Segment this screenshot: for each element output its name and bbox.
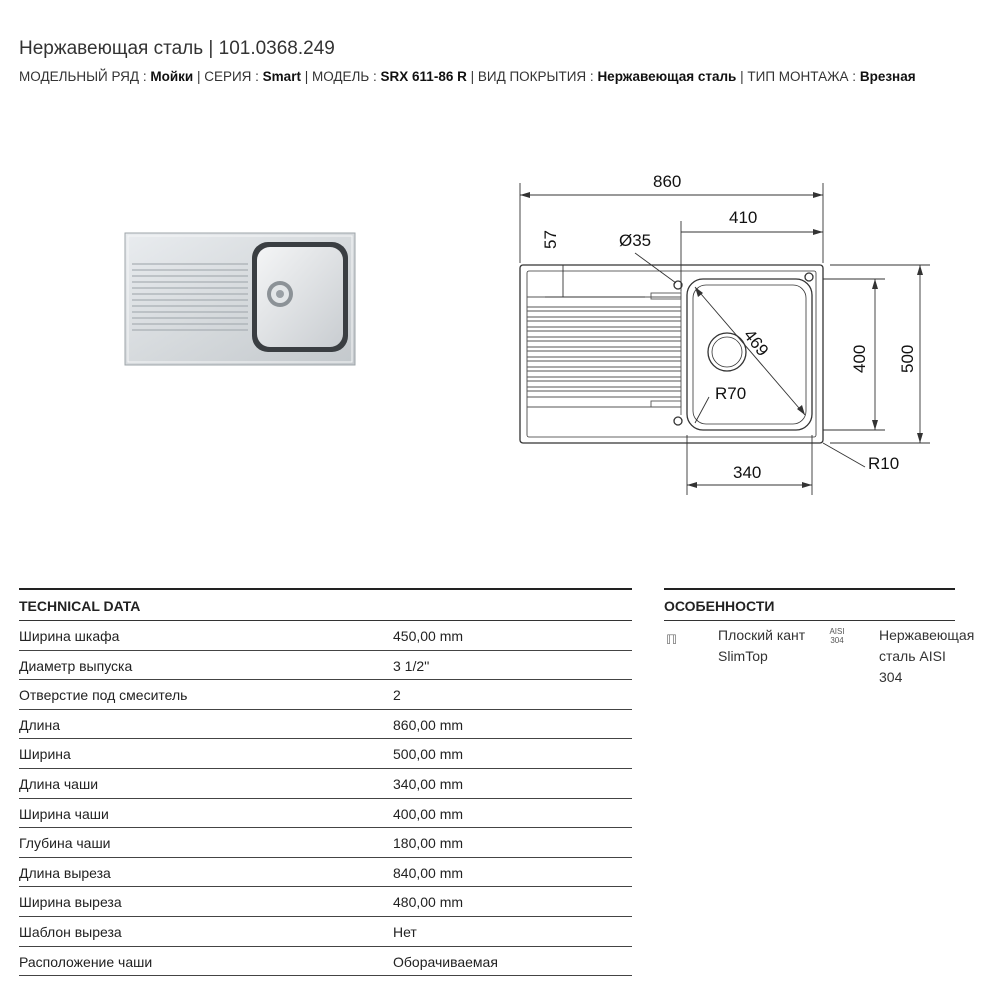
row-key: Длина чаши [19,775,99,792]
row-value: 180,00 mm [393,835,464,852]
meta-separator: | [300,69,312,84]
row-key: Отверстие под смеситель [19,687,188,704]
row-value: 840,00 mm [393,864,464,881]
table-row [19,769,632,799]
meta-value-series-range: Мойки [150,69,194,84]
row-key: Диаметр выпуска [19,657,133,674]
product-meta [19,66,979,87]
row-value: 340,00 mm [393,775,464,792]
row-key: Длина выреза [19,864,111,881]
features-list [664,621,975,711]
meta-label-model: МОДЕЛЬ : [311,69,381,84]
features-panel [664,588,975,711]
table-row [19,828,632,858]
row-key: Ширина чаши [19,805,109,822]
meta-separator: | [736,69,748,84]
features-heading: ОСОБЕННОСТИ [664,588,955,621]
feature-text: Нержавеющая сталь AISI 304 [879,627,975,685]
row-key: Ширина шкафа [19,628,120,644]
technical-drawing [505,165,955,505]
meta-separator: | [466,69,478,84]
dim-inner-radius: R70 [715,384,747,403]
table-row [19,947,632,977]
dim-bowl-offset: 410 [729,208,758,227]
table-row [19,710,632,740]
row-key: Ширина [19,746,71,763]
row-value: 860,00 mm [393,716,464,733]
dim-bowl-length: 340 [733,463,762,482]
row-value: 450,00 mm [393,628,464,644]
dim-tap-hole: Ø35 [619,231,652,250]
table-row [19,858,632,888]
page-title: Нержавеющая сталь | 101.0368.249 [19,38,335,59]
table-row [19,621,632,651]
aisi-304-icon: AISI 304 [829,627,845,645]
row-value: Оборачиваемая [393,953,498,970]
product-photo [124,232,356,366]
row-value: Нет [393,923,417,940]
dim-total-width: 500 [898,344,917,373]
row-value: 400,00 mm [393,805,464,822]
row-value: 2 [393,687,401,704]
dim-diagonal: 469 [739,325,773,360]
flat-edge-icon: ℿ [666,632,678,647]
row-key: Расположение чаши [19,953,153,970]
meta-label-finish: ВИД ПОКРЫТИЯ : [477,69,598,84]
table-row [19,651,632,681]
row-value: 500,00 mm [393,746,464,763]
meta-value-mounting: Врезная [859,69,916,84]
row-value: 480,00 mm [393,894,464,911]
dim-tap-offset: 57 [541,230,560,249]
row-value: 3 1/2'' [393,657,430,674]
table-row [19,887,632,917]
technical-data-table [19,588,632,976]
row-key: Шаблон выреза [19,923,122,940]
meta-separator: | [193,69,205,84]
table-row [19,680,632,710]
row-key: Длина [19,716,60,733]
dim-total-length: 860 [653,172,682,191]
row-key: Глубина чаши [19,835,111,852]
row-key: Ширина выреза [19,894,122,911]
meta-value-series: Smart [262,69,301,84]
table-row [19,799,632,829]
technical-data-heading: TECHNICAL DATA [19,588,632,621]
meta-label-series-range: МОДЕЛЬНЫЙ РЯД : [19,69,151,84]
meta-label-series: СЕРИЯ : [204,69,263,84]
meta-value-finish: Нержавеющая сталь [597,69,737,84]
meta-label-mounting: ТИП МОНТАЖА : [747,69,860,84]
table-row [19,739,632,769]
table-row [19,917,632,947]
feature-text: Плоский кант SlimTop [718,627,806,664]
dim-bowl-width: 400 [850,344,869,373]
meta-value-model: SRX 611-86 R [380,69,467,84]
dim-outer-radius: R10 [868,454,900,473]
